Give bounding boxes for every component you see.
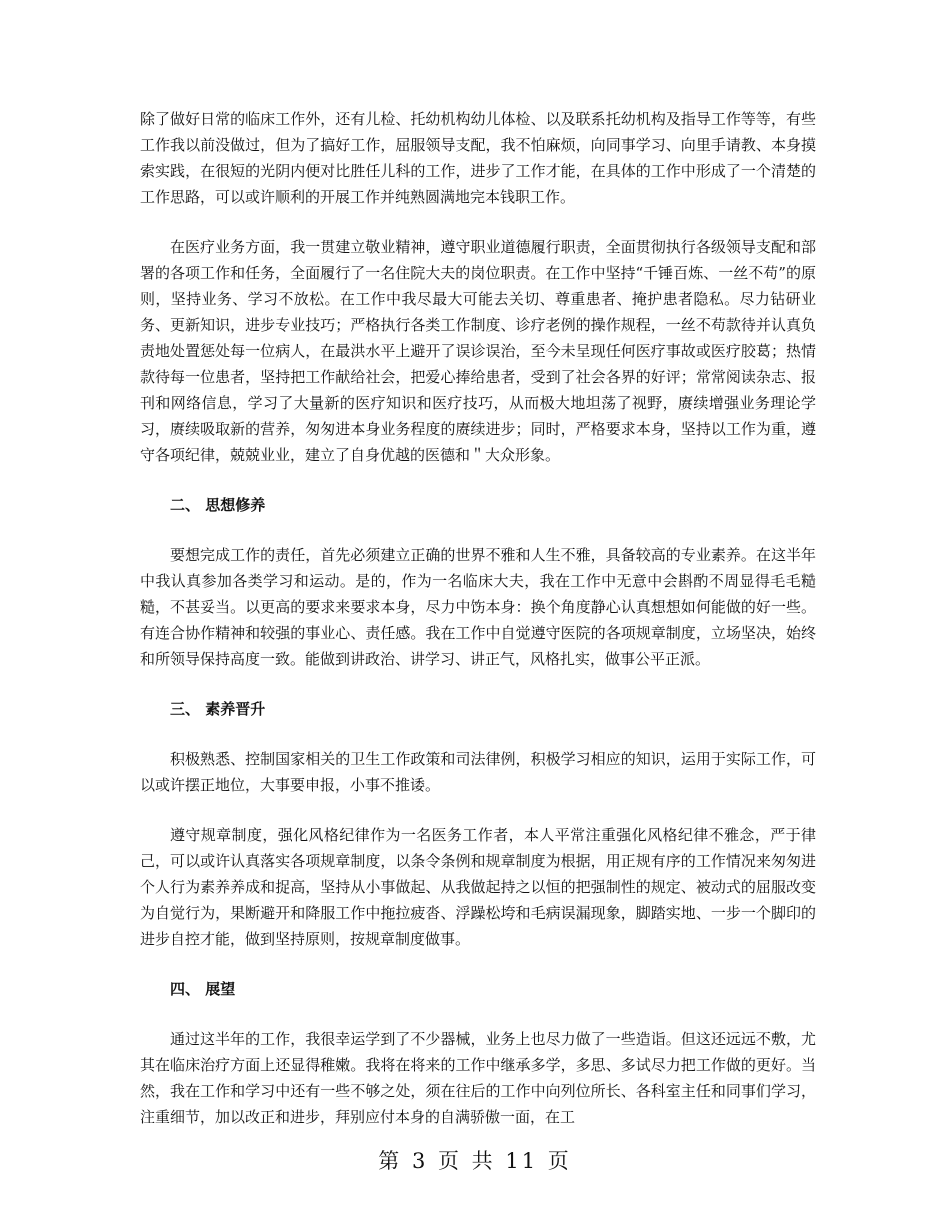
paragraph: 除了做好日常的临床工作外，还有儿检、托幼机构幼儿体检、以及联系托幼机构及指导工作等等，有些工作我以前没做过，但为了搞好工作，屈服领导支配，我不怕麻烦，向同事学习、向里手请教、本身摸索实践，在很短的光阴内便对比胜任儿科的工作，进步了工作才能，在具体的工作中形成了一个清楚的工作思路，可以或许顺利的开展工作并纯熟圆满地完本钱职工作。 (140, 110, 816, 206)
paragraph: 在医疗业务方面，我一贯建立敬业精神，遵守职业道德履行职责，全面贯彻执行各级领导支配和部署的各项工作和任务，全面履行了一名住院大夫的岗位职责。在工作中坚持“千锤百炼、一丝不苟”的原则，坚持业务、学习不放松。在工作中我尽最大可能去关切、尊重患者、掩护患者隐私。尽力钻研业务、更新知识，进步专业技巧；严格执行各类工作制度、诊疗老例的操作规程，一丝不苟款待并认真负责地处置惩处每一位病人，在最洪水平上避开了误诊误治，至今未呈现任何医疗事故或医疗胶葛；热情款待每一位患者，坚持把工作献给社会，把爱心捧给患者，受到了社会各界的好评；常常阅读杂志、报刊和网络信息，学习了大量新的医疗知识和医疗技巧，从而极大地坦荡了视野，赓续增强业务理论学习，赓续吸取新的营养，匆匆进本身业务程度的赓续进步；同时，严格要求本身，坚持以工作为重，遵守各项纪律，兢兢业业，建立了自身优越的医德和＂大众形象。 (140, 238, 816, 464)
section-heading: 三、 素养晋升 (170, 700, 266, 718)
section-heading: 四、 展望 (170, 980, 236, 998)
paragraph: 积极熟悉、控制国家相关的卫生工作政策和司法律例，积极学习相应的知识，运用于实际工作，可以或许摆正地位，大事要申报，小事不推诿。 (140, 750, 816, 794)
paragraph: 通过这半年的工作，我很幸运学到了不少器械，业务上也尽力做了一些造诣。但这还远远不敷，尤其在临床治疗方面上还显得稚嫩。我将在将来的工作中继承多学，多思、多试尽力把工作做的更好。当然，我在工作和学习中还有一些不够之处，须在往后的工作中向列位所长、各科室主任和同事们学习，注重细节，加以改正和进步，拜别应付本身的自满骄傲一面，在工 (140, 1030, 816, 1126)
paragraph: 遵守规章制度，强化风格纪律作为一名医务工作者，本人平常注重强化风格纪律不雅念，严于律己，可以或许认真落实各项规章制度，以条令条例和规章制度为根据，用正规有序的工作情况来匆匆进个人行为素养养成和捉高，坚持从小事做起、从我做起持之以恒的把强制性的规定、被动式的屈服改变为自觉行为，果断避开和降服工作中拖拉疲沓、浮躁松垮和毛病误漏现象，脚踏实地、一步一个脚印的进步自控才能，做到坚持原则，按规章制度做事。 (140, 826, 816, 948)
page-number-footer: 第 3 页 共 11 页 (378, 1149, 572, 1173)
document-body (140, 106, 816, 1154)
section-heading: 二、 思想修养 (170, 496, 266, 514)
paragraph: 要想完成工作的责任，首先必须建立正确的世界不雅和人生不雅，具备较高的专业素养。在这半年中我认真参加各类学习和运动。是的，作为一名临床大夫，我在工作中无意中会斟酌不周显得毛毛糙糙，不甚妥当。以更高的要求来要求本身，尽力中饬本身：换个角度静心认真想想如何能做的好一些。有连合协作精神和较强的事业心、责任感。我在工作中自觉遵守医院的各项规章制度，立场坚决，始终和所领导保持高度一致。能做到讲政治、讲学习、讲正气，风格扎实，做事公平正派。 (140, 546, 816, 668)
